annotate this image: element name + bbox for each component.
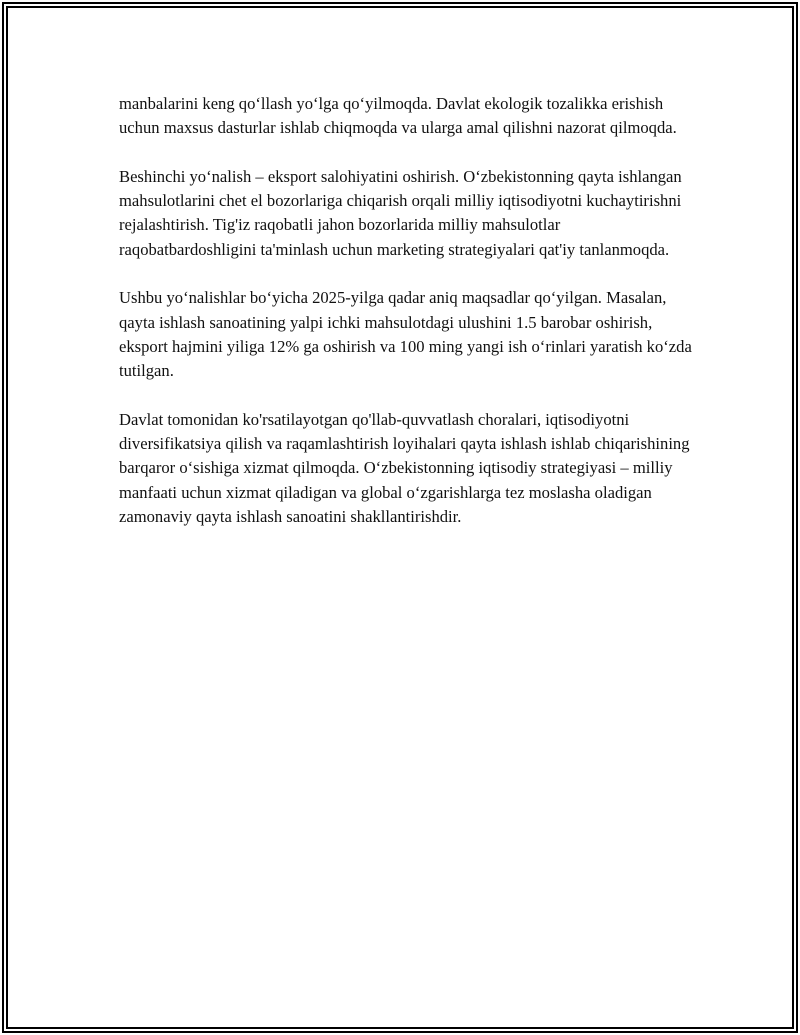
- paragraph-4: Davlat tomonidan ko'rsatilayotgan qo'llab-quvvatlash choralari, iqtisodiyotni diversifikatsiya qilish va raqamlashtirish loyihalari qayta ishlash ishlab chiqarishining barqaror o‘sishiga xizmat qilmoqda. O‘zbekistonning iqtisodiy strategiyasi – milliy manfaati uchun xizmat qiladigan va global o‘zgarishlarga tez moslasha oladigan zamonaviy qayta ishlash sanoatini shakllantirishdir.: [119, 409, 690, 527]
- paragraph-1: manbalarini keng qo‘llash yo‘lga qo‘yilmoqda. Davlat ekologik tozalikka erishish uchun maxsus dasturlar ishlab chiqmoqda va ularga amal qilishni nazorat qilmoqda.: [119, 94, 677, 138]
- paragraph-2: Beshinchi yo‘nalish – eksport salohiyatini oshirish. O‘zbekistonning qayta ishlangan mahsulotlarini chet el bozorlariga chiqarish orqali milliy iqtisodiyotni kuchaytirishni rejalashtirish. Tig'iz raqobatli jahon bozorlarida milliy mahsulotlar raqobatbardoshligini ta'minlash uchun marketing strategiyalari qat'iy tanlanmoqda.: [119, 166, 682, 259]
- document-body: [119, 92, 699, 554]
- paragraph-3: Ushbu yo‘nalishlar bo‘yicha 2025-yilga qadar aniq maqsadlar qo‘yilgan. Masalan, qayta ishlash sanoatining yalpi ichki mahsulotdagi ulushini 1.5 barobar oshirish, eksport hajmini yiliga 12% ga oshirish va 100 ming yangi ish o‘rinlari yaratish ko‘zda tutilgan.: [119, 288, 692, 381]
